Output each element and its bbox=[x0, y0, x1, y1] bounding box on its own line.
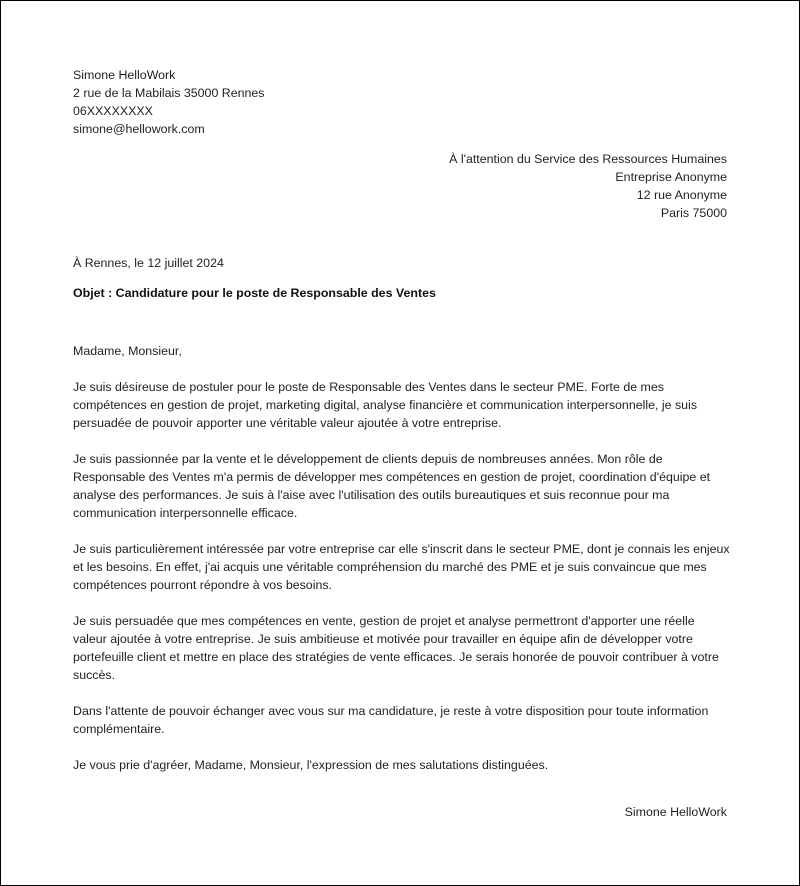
recipient-street: 12 rue Anonyme bbox=[636, 188, 727, 202]
body-paragraph: Je suis désireuse de postuler pour le poste de Responsable des Ventes dans le secteur PME. Forte de mes compétences en gestion de projet, marketing digital, analyse financière et communication interpersonnelle, je suis persuadée de pouvoir apporter une véritable valeur ajoutée à votre entreprise. bbox=[73, 380, 698, 430]
recipient-city: Paris 75000 bbox=[660, 206, 727, 220]
body-paragraph: Je suis passionnée par la vente et le développement de clients depuis de nombreuses années. Mon rôle de Responsable des Ventes m'a permis de développer mes compétences en gestion de projet, coordination d'équipe et analyse des performances. Je suis à l'aise avec l'utilisation des outils bureautiques et suis reconnue pour ma communication interpersonnelle efficace. bbox=[73, 452, 711, 520]
recipient-block bbox=[307, 150, 727, 222]
body-paragraph: Je suis persuadée que mes compétences en vente, gestion de projet et analyse permettront d'apporter une réelle valeur ajoutée à votre entreprise. Je suis ambitieuse et motivée pour travailler en équipe afin de développer votre portefeuille client et mettre en place des stratégies de vente efficaces. Je serais honorée de pouvoir contribuer à votre succès. bbox=[73, 614, 719, 682]
sender-phone: 06XXXXXXXX bbox=[73, 104, 153, 118]
recipient-attention: À l'attention du Service des Ressources Humaines bbox=[449, 152, 727, 166]
sender-address: 2 rue de la Mabilais 35000 Rennes bbox=[73, 86, 265, 100]
body-paragraph: Je suis particulièrement intéressée par votre entreprise car elle s'inscrit dans le secteur PME, dont je connais les enjeux et les besoins. En effet, j'ai acquis une véritable compréhension du marché des PME et je suis convaincue que mes compétences pourront répondre à vos besoins. bbox=[73, 542, 730, 592]
sender-email: simone@hellowork.com bbox=[73, 122, 205, 136]
body-paragraph: Dans l'attente de pouvoir échanger avec vous sur ma candidature, je reste à votre disposition pour toute information complémentaire. bbox=[73, 704, 709, 736]
subject-line: Objet : Candidature pour le poste de Responsable des Ventes bbox=[73, 286, 436, 300]
signature: Simone HelloWork bbox=[624, 805, 727, 819]
sender-name: Simone HelloWork bbox=[73, 68, 176, 82]
letter-body bbox=[73, 342, 731, 792]
salutation: Madame, Monsieur, bbox=[73, 344, 182, 358]
recipient-company: Entreprise Anonyme bbox=[615, 170, 727, 184]
closing-paragraph: Je vous prie d'agréer, Madame, Monsieur, l'expression de mes salutations distinguées. bbox=[73, 758, 549, 772]
sender-block bbox=[73, 66, 473, 138]
date-line: À Rennes, le 12 juillet 2024 bbox=[73, 256, 224, 270]
